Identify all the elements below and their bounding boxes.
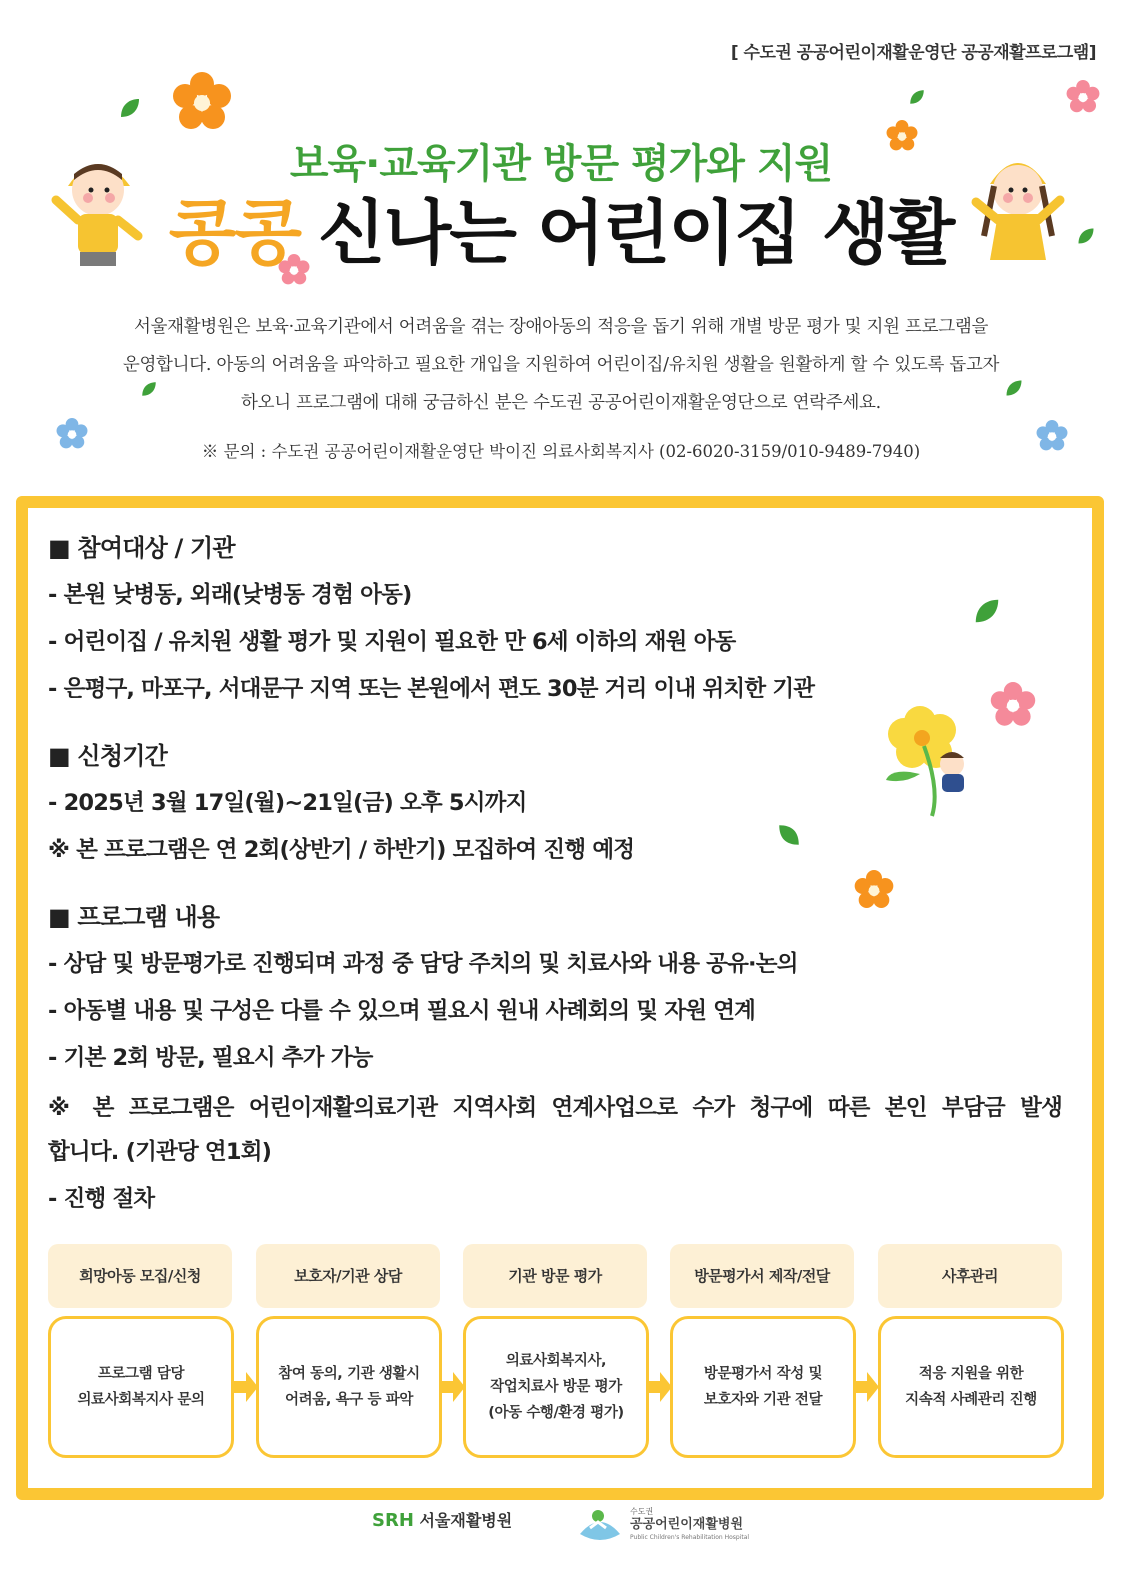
- intro-line: 서울재활병원은 보육·교육기관에서 어려움을 겪는 장애아동의 적응을 돕기 위해 개별 방문 평가 및 지원 프로그램을: [133, 317, 989, 337]
- contact-info: ※ 문의 : 수도권 공공어린이재활운영단 박이진 의료사회복지사 (02-6020-3159/010-9489-7940): [201, 442, 921, 461]
- procedure-heading: - 진행 절차: [48, 1186, 155, 1212]
- process-step: [48, 1244, 232, 1408]
- seoul-rehab-name: 서울재활병원: [419, 1511, 513, 1530]
- orange-flower-icon: [172, 72, 232, 132]
- footer-logos: [0, 1500, 1122, 1560]
- intro-line: 하오니 프로그램에 대해 궁금하신 분은 수도권 공공어린이재활운영단으로 연락주세요.: [241, 393, 881, 413]
- logo2-name: 공공어린이재활병원: [630, 1516, 744, 1532]
- step-description: 적응 지원을 위한 지속적 사례관리 진행: [878, 1316, 1064, 1458]
- subtitle: 보육·교육기관 방문 평가와 지원: [289, 141, 833, 187]
- step-label: 방문평가서 제작/전달: [670, 1244, 854, 1308]
- program-info: [48, 528, 1078, 1226]
- process-flow: [48, 1244, 1064, 1458]
- logo2-small: 수도권: [630, 1506, 654, 1516]
- step-label: 기관 방문 평가: [463, 1244, 647, 1308]
- srh-mark: SRH: [372, 1510, 414, 1531]
- period-note: ※ 본 프로그램은 연 2회(상반기 / 하반기) 모집하여 진행 예정: [48, 837, 635, 863]
- section-title-target: ■ 참여대상 / 기관: [48, 534, 235, 562]
- step-label: 희망아동 모집/신청: [48, 1244, 232, 1308]
- step-label: 보호자/기관 상담: [256, 1244, 440, 1308]
- section-title-content: ■ 프로그램 내용: [48, 903, 220, 931]
- target-item: - 본원 낮병동, 외래(낮병동 경험 아동): [48, 582, 412, 608]
- arrow-right-icon: [855, 1372, 879, 1402]
- pink-flower-icon: [1066, 80, 1100, 114]
- content-item: - 상담 및 방문평가로 진행되며 과정 중 담당 주치의 및 치료사와 내용 공유·논의: [48, 951, 798, 977]
- leaf-icon: [908, 88, 926, 106]
- step-label: 사후관리: [878, 1244, 1062, 1308]
- process-step: [878, 1244, 1062, 1408]
- step-description: 방문평가서 작성 및 보호자와 기관 전달: [670, 1316, 856, 1458]
- public-children-hospital-logo: [578, 1504, 749, 1544]
- section-title-period: ■ 신청기간: [48, 742, 167, 770]
- arrow-right-icon: [441, 1372, 465, 1402]
- target-item: - 은평구, 마포구, 서대문구 지역 또는 본원에서 편도 30분 거리 이내 위치한 기관: [48, 676, 815, 702]
- title-accent: 콩콩: [168, 192, 300, 274]
- arrow-right-icon: [648, 1372, 672, 1402]
- period-item: - 2025년 3월 17일(월)~21일(금) 오후 5시까지: [48, 790, 527, 816]
- process-step: [463, 1244, 647, 1421]
- seoul-rehab-logo: [372, 1508, 512, 1531]
- step-description: 프로그램 담당 의료사회복지사 문의: [48, 1316, 234, 1458]
- fee-note: ※ 본 프로그램은 어린이재활의료기관 지역사회 연계사업으로 수가 청구에 따른 본인 부담금 발생: [48, 1095, 1062, 1121]
- content-item: - 아동별 내용 및 구성은 다를 수 있으며 필요시 원내 사례회의 및 자원 연계: [48, 998, 756, 1024]
- content-item: - 기본 2회 방문, 필요시 추가 가능: [48, 1045, 373, 1071]
- title-main: 신나는 어린이집 생활: [317, 192, 954, 274]
- step-description: 의료사회복지사, 작업치료사 방문 평가 (아동 수행/환경 평가): [463, 1316, 649, 1458]
- process-step: [256, 1244, 440, 1408]
- main-title: [0, 188, 1122, 278]
- step-description: 참여 동의, 기관 생활시 어려움, 욕구 등 파악: [256, 1316, 442, 1458]
- intro-line: 운영합니다. 아동의 어려움을 파악하고 필요한 개입을 지원하여 어린이집/유치원 생활을 원활하게 할 수 있도록 돕고자: [122, 355, 1000, 375]
- hospital-logo-icon: [578, 1504, 622, 1544]
- program-tag: [ 수도권 공공어린이재활운영단 공공재활프로그램]: [730, 43, 1096, 63]
- intro-paragraph: [40, 308, 1082, 422]
- target-item: - 어린이집 / 유치원 생활 평가 및 지원이 필요한 만 6세 이하의 재원 아동: [48, 629, 736, 655]
- logo2-sub: Public Children's Rehabilitation Hospital: [630, 1533, 750, 1541]
- arrow-right-icon: [234, 1372, 258, 1402]
- leaf-icon: [118, 96, 142, 120]
- process-step: [670, 1244, 854, 1408]
- fee-note-cont: 합니다. (기관당 연1회): [48, 1139, 272, 1165]
